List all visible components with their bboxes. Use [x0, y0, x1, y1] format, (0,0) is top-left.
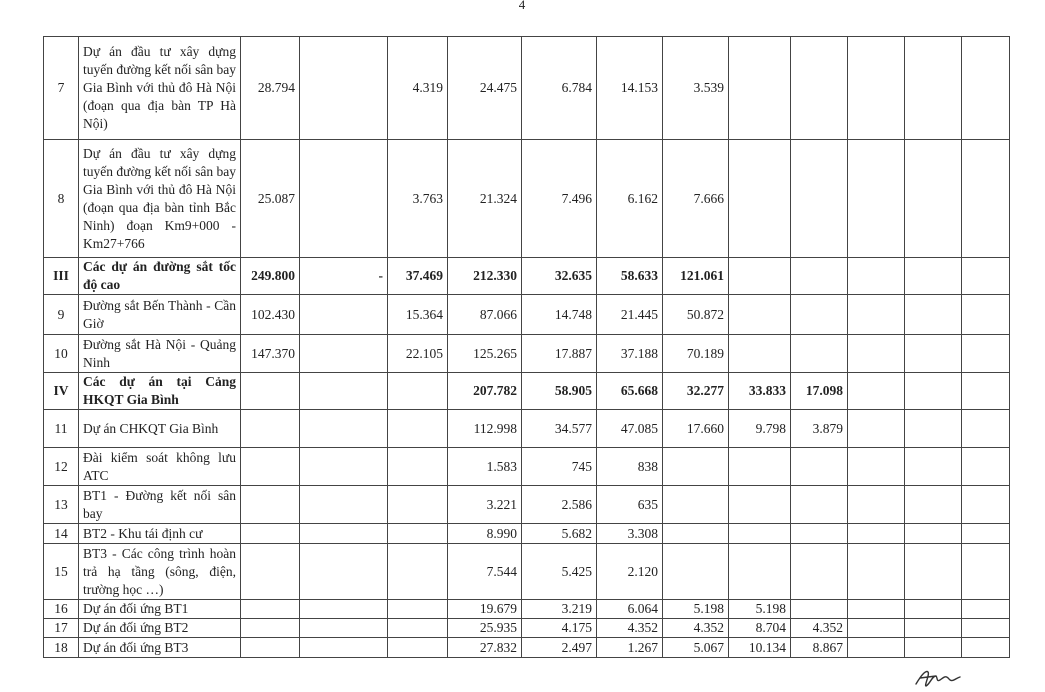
value-cell: 27.832 [448, 638, 522, 658]
project-name: Dự án đối ứng BT1 [79, 600, 241, 619]
value-cell: 5.682 [522, 524, 597, 544]
value-cell: 58.905 [522, 373, 597, 410]
table-row [44, 295, 1010, 335]
value-cell: 10.134 [729, 638, 791, 658]
value-cell: 1.267 [597, 638, 663, 658]
value-cell: 4.352 [791, 619, 848, 638]
project-name: Các dự án tại Cảng HKQT Gia Bình [79, 373, 241, 410]
row-number: 16 [44, 600, 79, 619]
value-cell [241, 638, 300, 658]
project-name: BT2 - Khu tái định cư [79, 524, 241, 544]
value-cell: 37.469 [388, 258, 448, 295]
value-cell [300, 638, 388, 658]
value-cell [905, 140, 962, 258]
value-cell [791, 448, 848, 486]
value-cell [388, 486, 448, 524]
value-cell [241, 448, 300, 486]
project-name: BT3 - Các công trình hoàn trả hạ tầng (sông, điện, trường học …) [79, 544, 241, 600]
value-cell [300, 373, 388, 410]
table-row [44, 258, 1010, 295]
value-cell [962, 638, 1010, 658]
value-cell [300, 600, 388, 619]
value-cell [791, 140, 848, 258]
value-cell: 8.704 [729, 619, 791, 638]
value-cell [905, 295, 962, 335]
value-cell [905, 486, 962, 524]
value-cell: 32.635 [522, 258, 597, 295]
table-row [44, 373, 1010, 410]
value-cell [791, 295, 848, 335]
value-cell: 7.544 [448, 544, 522, 600]
value-cell [791, 258, 848, 295]
value-cell: 50.872 [663, 295, 729, 335]
value-cell [300, 295, 388, 335]
value-cell [729, 140, 791, 258]
value-cell: 4.352 [663, 619, 729, 638]
value-cell: 17.660 [663, 410, 729, 448]
table-row [44, 37, 1010, 140]
value-cell [300, 486, 388, 524]
value-cell [663, 486, 729, 524]
value-cell: 207.782 [448, 373, 522, 410]
value-cell: 3.219 [522, 600, 597, 619]
value-cell [962, 37, 1010, 140]
value-cell [729, 335, 791, 373]
signature-mark [912, 664, 972, 692]
value-cell: 112.998 [448, 410, 522, 448]
value-cell [729, 486, 791, 524]
page-number: 4 [518, 0, 526, 12]
value-cell: 4.319 [388, 37, 448, 140]
value-cell: 121.061 [663, 258, 729, 295]
value-cell [300, 524, 388, 544]
project-name: Đường sắt Hà Nội - Quảng Ninh [79, 335, 241, 373]
row-number: 10 [44, 335, 79, 373]
value-cell [388, 448, 448, 486]
value-cell: 21.445 [597, 295, 663, 335]
value-cell: 87.066 [448, 295, 522, 335]
value-cell [962, 448, 1010, 486]
value-cell [388, 373, 448, 410]
value-cell [663, 524, 729, 544]
value-cell: 9.798 [729, 410, 791, 448]
value-cell [300, 448, 388, 486]
value-cell: 17.887 [522, 335, 597, 373]
value-cell [241, 544, 300, 600]
project-name: Dự án CHKQT Gia Bình [79, 410, 241, 448]
table-row [44, 448, 1010, 486]
value-cell [905, 448, 962, 486]
value-cell: 2.120 [597, 544, 663, 600]
value-cell [791, 544, 848, 600]
value-cell: 5.425 [522, 544, 597, 600]
value-cell [848, 140, 905, 258]
value-cell [905, 524, 962, 544]
project-name: Dự án đối ứng BT3 [79, 638, 241, 658]
value-cell: 32.277 [663, 373, 729, 410]
value-cell: 14.153 [597, 37, 663, 140]
value-cell [962, 600, 1010, 619]
value-cell [241, 486, 300, 524]
value-cell [848, 258, 905, 295]
value-cell: 22.105 [388, 335, 448, 373]
value-cell: 745 [522, 448, 597, 486]
table-row [44, 619, 1010, 638]
value-cell [388, 619, 448, 638]
value-cell [848, 638, 905, 658]
value-cell [962, 486, 1010, 524]
value-cell: 14.748 [522, 295, 597, 335]
table-row [44, 524, 1010, 544]
project-name: Dự án đầu tư xây dựng tuyến đường kết nối sân bay Gia Bình với thủ đô Hà Nội (đoạn qua địa bàn tỉnh Bắc Ninh) đoạn Km9+000 - Km27+766 [79, 140, 241, 258]
value-cell [848, 37, 905, 140]
row-number: 12 [44, 448, 79, 486]
value-cell: 102.430 [241, 295, 300, 335]
project-name: BT1 - Đường kết nối sân bay [79, 486, 241, 524]
row-number: 15 [44, 544, 79, 600]
value-cell [905, 335, 962, 373]
value-cell [962, 410, 1010, 448]
value-cell: 7.496 [522, 140, 597, 258]
value-cell [848, 335, 905, 373]
value-cell: 4.175 [522, 619, 597, 638]
value-cell: 3.763 [388, 140, 448, 258]
value-cell [663, 544, 729, 600]
value-cell [905, 600, 962, 619]
value-cell [241, 373, 300, 410]
value-cell [962, 544, 1010, 600]
value-cell [388, 638, 448, 658]
value-cell: 15.364 [388, 295, 448, 335]
value-cell [729, 524, 791, 544]
row-number: 18 [44, 638, 79, 658]
value-cell [241, 410, 300, 448]
value-cell [962, 524, 1010, 544]
value-cell [848, 619, 905, 638]
value-cell: 4.352 [597, 619, 663, 638]
value-cell: 70.189 [663, 335, 729, 373]
value-cell: 3.221 [448, 486, 522, 524]
value-cell: 17.098 [791, 373, 848, 410]
value-cell [388, 524, 448, 544]
value-cell: 147.370 [241, 335, 300, 373]
value-cell: 5.198 [663, 600, 729, 619]
value-cell [962, 373, 1010, 410]
value-cell: 249.800 [241, 258, 300, 295]
value-cell [848, 295, 905, 335]
table-row [44, 140, 1010, 258]
value-cell [905, 544, 962, 600]
value-cell: 37.188 [597, 335, 663, 373]
value-cell [300, 37, 388, 140]
value-cell: 5.198 [729, 600, 791, 619]
value-cell [300, 619, 388, 638]
value-cell [962, 295, 1010, 335]
row-number: 9 [44, 295, 79, 335]
value-cell [729, 448, 791, 486]
value-cell [962, 619, 1010, 638]
value-cell [962, 258, 1010, 295]
table-row [44, 410, 1010, 448]
value-cell [791, 486, 848, 524]
value-cell: 3.308 [597, 524, 663, 544]
value-cell [300, 544, 388, 600]
value-cell [241, 524, 300, 544]
value-cell [791, 335, 848, 373]
value-cell [848, 410, 905, 448]
value-cell [905, 410, 962, 448]
value-cell: 6.162 [597, 140, 663, 258]
value-cell: 635 [597, 486, 663, 524]
value-cell: 125.265 [448, 335, 522, 373]
value-cell [663, 448, 729, 486]
value-cell [905, 37, 962, 140]
row-number: 14 [44, 524, 79, 544]
value-cell: 212.330 [448, 258, 522, 295]
value-cell [905, 619, 962, 638]
value-cell: 47.085 [597, 410, 663, 448]
value-cell: 19.679 [448, 600, 522, 619]
value-cell [848, 373, 905, 410]
row-number: 11 [44, 410, 79, 448]
value-cell [905, 638, 962, 658]
value-cell: 5.067 [663, 638, 729, 658]
project-name: Đài kiểm soát không lưu ATC [79, 448, 241, 486]
value-cell: 838 [597, 448, 663, 486]
investment-table [43, 36, 1010, 658]
value-cell [300, 335, 388, 373]
value-cell: 28.794 [241, 37, 300, 140]
value-cell [962, 140, 1010, 258]
project-name: Dự án đối ứng BT2 [79, 619, 241, 638]
table-row [44, 600, 1010, 619]
row-number: 13 [44, 486, 79, 524]
value-cell: 34.577 [522, 410, 597, 448]
value-cell: 7.666 [663, 140, 729, 258]
value-cell [729, 295, 791, 335]
value-cell: 3.879 [791, 410, 848, 448]
value-cell [241, 600, 300, 619]
row-number: 8 [44, 140, 79, 258]
value-cell [729, 258, 791, 295]
value-cell [848, 544, 905, 600]
value-cell [962, 335, 1010, 373]
value-cell [791, 600, 848, 619]
value-cell [791, 37, 848, 140]
value-cell: - [300, 258, 388, 295]
value-cell [241, 619, 300, 638]
project-name: Dự án đầu tư xây dựng tuyến đường kết nối sân bay Gia Bình với thủ đô Hà Nội (đoạn qua địa bàn TP Hà Nội) [79, 37, 241, 140]
value-cell: 33.833 [729, 373, 791, 410]
table-row [44, 486, 1010, 524]
value-cell [848, 448, 905, 486]
value-cell: 21.324 [448, 140, 522, 258]
value-cell [729, 37, 791, 140]
value-cell: 6.064 [597, 600, 663, 619]
value-cell: 58.633 [597, 258, 663, 295]
row-number: III [44, 258, 79, 295]
value-cell [388, 600, 448, 619]
project-name: Đường sắt Bến Thành - Cần Giờ [79, 295, 241, 335]
value-cell: 2.586 [522, 486, 597, 524]
value-cell: 2.497 [522, 638, 597, 658]
value-cell [300, 410, 388, 448]
value-cell [905, 373, 962, 410]
value-cell: 24.475 [448, 37, 522, 140]
table-row [44, 544, 1010, 600]
value-cell: 1.583 [448, 448, 522, 486]
row-number: 7 [44, 37, 79, 140]
value-cell: 6.784 [522, 37, 597, 140]
value-cell: 8.990 [448, 524, 522, 544]
value-cell [848, 486, 905, 524]
table-row [44, 638, 1010, 658]
row-number: 17 [44, 619, 79, 638]
value-cell: 65.668 [597, 373, 663, 410]
row-number: IV [44, 373, 79, 410]
project-name: Các dự án đường sắt tốc độ cao [79, 258, 241, 295]
value-cell [905, 258, 962, 295]
value-cell [791, 524, 848, 544]
value-cell: 25.935 [448, 619, 522, 638]
value-cell: 3.539 [663, 37, 729, 140]
value-cell [848, 600, 905, 619]
value-cell [388, 410, 448, 448]
value-cell [388, 544, 448, 600]
value-cell: 25.087 [241, 140, 300, 258]
value-cell [848, 524, 905, 544]
value-cell: 8.867 [791, 638, 848, 658]
value-cell [729, 544, 791, 600]
table-row [44, 335, 1010, 373]
value-cell [300, 140, 388, 258]
